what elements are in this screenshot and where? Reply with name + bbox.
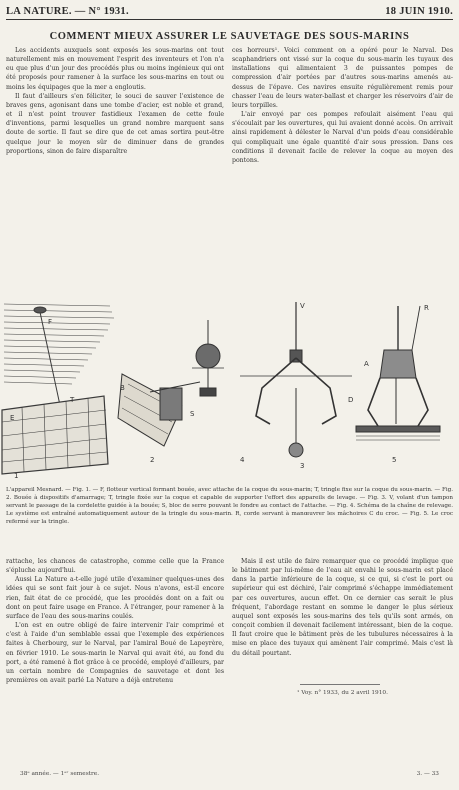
running-footer — [6, 771, 453, 781]
header-rule — [6, 19, 453, 20]
figure-label: V — [300, 302, 305, 310]
paragraph: Aussi La Nature a-t-elle jugé utile d'examiner quelques-unes des idées qui se sont fait jour à ce sujet. Nous n'avons, est-il encore rien, fait état de ce procédé, que les procédés dont on a fait ou dont on peut faire usage en France. À l'étranger, pour ramener à la surface de l'eau des sous-marins coulés. — [6, 576, 224, 620]
figure-caption: L'appareil Mesnard. — Fig. 1. — F, flotteur vertical formant bouée, avec attache de la coque du sous-marin; T, tringle fixe sur la coque du sous-marin. — Fig. 2. Bouée à dispositifs d'amarrage; T, tringle fixée sur la coque et capable de supporter l'effort des appareils de levage. — Fig. 3. V, volant d'un tampon servant le passage de la cordelette guidée à la bouée; S, bloc de serre pouvant le fondre au contact de l'attache. — Fig. 4. Schéma de la chaîne de relevage. Le système est entraîné automatiquement autour de la tringle du sous-marin. R, corde servant à manœuvrer les mâchoires C du croc. — Fig. 5. Le croc refermé sur la tringle. — [6, 487, 453, 525]
figure-label: F — [48, 318, 53, 326]
figure-label: R — [424, 304, 429, 312]
figure-3-grapple — [240, 302, 352, 457]
figure-label: B — [120, 384, 125, 392]
figure-label: 3 — [300, 462, 305, 470]
figure-4-lifting-claw — [356, 306, 440, 440]
paragraph: rattache, les chances de catastrophe, comme celle que la France s'épluche aujourd'hui. — [6, 558, 224, 575]
footnote-rule — [300, 684, 380, 685]
text-column-top-right — [232, 46, 453, 216]
page-number: 3. — 33 — [416, 771, 439, 777]
article-title: COMMENT MIEUX ASSURER LE SAUVETAGE DES SOUS-MARINS — [49, 31, 410, 42]
journal-name: LA NATURE. — N° 1931. — [6, 5, 129, 17]
paragraph: Il faut d'ailleurs s'en féliciter, le souci de sauver l'existence de braves gens, agonisant dans une tombe d'acier, est noble et grand, et il n'est point trouver fastidieux l'examen de cette foule d'inventions, parmi lesquelles un grand nombre marquent sans doute de sortie. Il faut se dire que de cet amas sortira peut-être quelque jour le moyen sûr de diminuer dans de grandes proportions, sinon de faire disparaître — [6, 92, 224, 155]
volume-info: 38ᵉ année. — 1ᵉʳ semestre. — [20, 771, 100, 777]
figure-label: 1 — [14, 472, 19, 480]
figure-label: A — [364, 360, 369, 368]
figure-label: D — [348, 396, 354, 404]
text-column-top-left — [6, 46, 224, 234]
figure-label: E — [10, 414, 15, 422]
footnote: ¹ Voy. n° 1933, du 2 avril 1910. — [297, 690, 388, 696]
paragraph: ces horreurs¹. Voici comment on a opéré pour le Narval. Des scaphandriers ont vissé sur la coque du sous-marin les tuyaux des installations qui alimentaient 3 de puissantes pompes de compression d'air portées par d'autres sous-marins amenés au-dessus de l'épave. Ces navires ensuite régulièrement remis pour chasser l'eau de leurs water-ballast et charger les réservoirs d'air de leurs torpilles. — [232, 47, 453, 109]
figure-label: 4 — [240, 456, 245, 464]
figure-label: S — [190, 410, 195, 418]
running-header — [6, 4, 453, 18]
figure-1-sea-scene — [2, 304, 114, 474]
figure-2-buoy-mooring — [118, 320, 224, 446]
issue-date: 18 JUIN 1910. — [385, 5, 453, 17]
paragraph: L'on est en outre obligé de faire intervenir l'air comprimé et c'est à l'aide d'un semblable essai que l'exemple des expériences faites à Cherbourg, sur le Narval, par l'amiral Boué de Lapeyrère, en février 1910. Le sous-marin le Narval qui avait été, au fond du port, a été ramené à flot grâce à ce procédé, employé d'ailleurs, par un certain nombre de Compagnies de sauvetage et dont les premières on avait parlé La Nature a déjà entretenu — [6, 622, 224, 685]
apparatus-illustration — [0, 292, 459, 482]
text-column-bottom-left — [6, 557, 224, 763]
figure-label: T — [70, 396, 75, 404]
paragraph: L'air envoyé par ces pompes refoulait aisément l'eau qui s'écoulait par les ouvertures, qui lui avaient donné accès. On arrivait ainsi rapidement à délester le Narval d'un poids d'eau considérable qui compliquait une égale quantité d'air sous pression. Dans ces conditions il devenait facile de relever la coque au moyen des pontons. — [232, 111, 453, 164]
paragraph: Les accidents auxquels sont exposés les sous-marins ont tout naturellement mis en mouvement l'esprit des inventeurs et l'on n'a eu que plus d'un jour des procédés plus ou moins ingénieux qui ont été proposés pour ramener à la surface les sous-marins en tout ou moins les équipages que la mer a engloutis. — [6, 47, 224, 91]
figure-label: 2 — [150, 456, 155, 464]
text-column-bottom-right — [232, 557, 453, 665]
figure-label: 5 — [392, 456, 397, 464]
paragraph: Mais il est utile de faire remarquer que ce procédé implique que le bâtiment par lui-même de l'eau ait envahi le sous-marin est placé dans la partie inférieure de la coque, si ce qui, si c'est le port ou supérieur qui est déchiré, l'air comprimé s'échappe immédiatement par ces ouvertures, aucun effet. On ce dernier cas serait le plus fréquent, l'abordage restant en somme le danger le plus sérieux auquel sont exposés les sous-marins des tels qu'ils sont armés, on conçoit combien il devenait facilement intéressant, bien de la coque. Il faut croire que le bâtiment près de les tubulures nécessaires à la mise en place des tuyaux qui amènent l'air comprimé. Mais c'est là du détail pourtant. — [232, 558, 453, 657]
